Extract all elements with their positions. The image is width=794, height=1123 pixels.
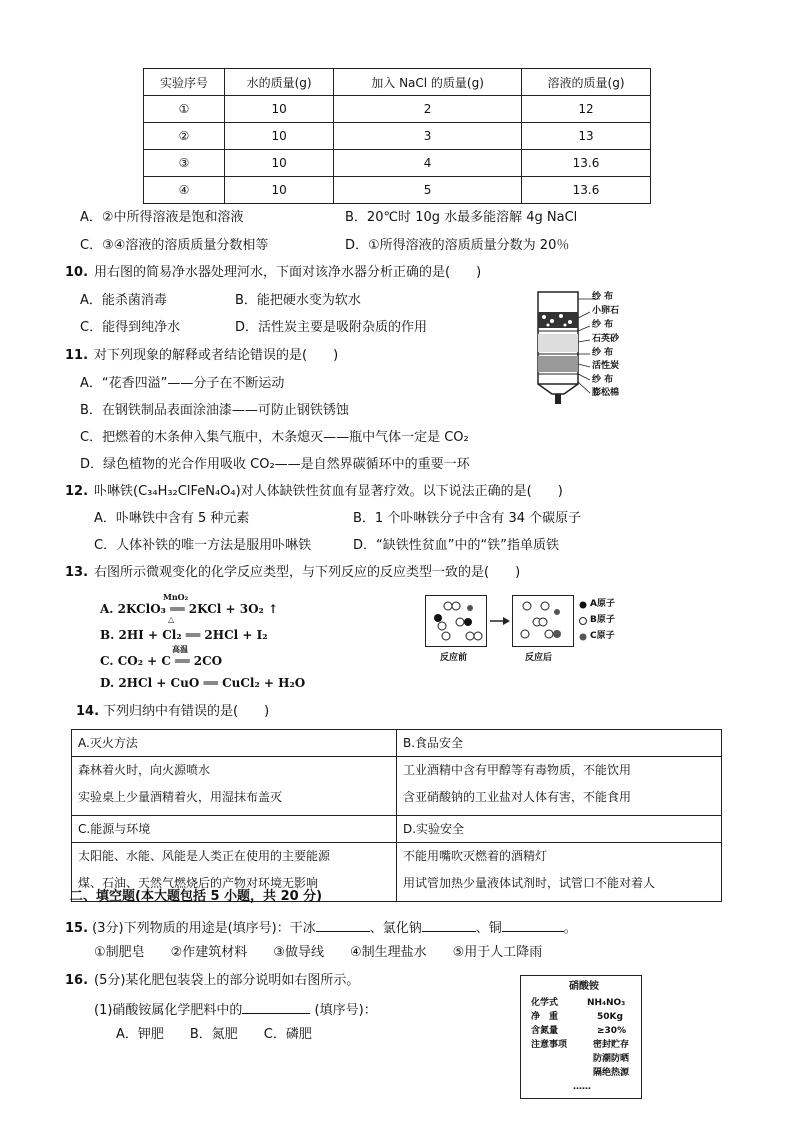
label-value: …… [573, 1082, 591, 1092]
label-value: ≥30% [597, 1026, 627, 1036]
q16-sub1-a: (1)硝酸铵属化学肥料中的 [94, 1003, 243, 1018]
q14-number: 14. [76, 704, 100, 719]
q11-option-d: D．绿色植物的光合作用吸收 CO₂——是自然界碳循环中的重要一环 [80, 457, 470, 472]
q15-number: 15. [65, 921, 89, 936]
q11-stem: 对下列现象的解释或者结论错误的是( ) [94, 348, 339, 363]
before-label: 反应前 [440, 653, 468, 663]
table-cell: D.实验安全 [397, 816, 722, 843]
q9-option-a: A．②中所得溶液是饱和溶液 [80, 210, 244, 225]
q16-sub1-b: (填序号)： [310, 1003, 377, 1018]
q12-option-a: A．卟啉铁中含有 5 种元素 [94, 511, 250, 526]
q13-stem: 右图所示微观变化的化学反应类型，与下列反应的反应类型一致的是( ) [94, 565, 521, 580]
q15-options: ①制肥皂 ②作建筑材料 ③做导线 ④制生理盐水 ⑤用于人工降雨 [94, 945, 543, 960]
q15-stem-c: 、铜 [475, 921, 502, 936]
q12-option-b: B．1 个卟啉铁分子中含有 34 个碳原子 [353, 511, 582, 526]
table-row [144, 123, 651, 150]
q10-number: 10. [65, 265, 89, 280]
label-key: 注意事项 [531, 1040, 568, 1050]
label-key: 净 重 [531, 1012, 559, 1022]
q15-stem-b: 、氯化钠 [369, 921, 422, 936]
q13-option-a: A. 2KClO₃ ══ 2KCl + 3O₂ ↑ [100, 602, 279, 616]
filter-label: 石英砂 [592, 334, 620, 344]
table-cell [397, 757, 722, 816]
table-cell: 2 [334, 96, 522, 123]
q12-option-c: C．人体补铁的唯一方法是服用卟啉铁 [94, 538, 312, 553]
q16-stem: (5分)某化肥包装袋上的部分说明如右图所示。 [94, 973, 360, 988]
q13-option-d: D. 2HCl + CuO ══ CuCl₂ + H₂O [100, 676, 306, 690]
table-cell: ④ [144, 177, 225, 204]
label-value: NH₄NO₃ [587, 998, 626, 1008]
table-row [72, 730, 722, 757]
legend-label: A原子 [590, 599, 615, 609]
table-cell: 5 [334, 177, 522, 204]
q13-option-c: C. CO₂ + C ══ 2CO [100, 654, 223, 668]
cell-line: 含亚硝酸钠的工业盐对人体有害，不能食用 [403, 790, 632, 804]
q11-option-a: A．“花香四溢”——分子在不断运动 [80, 376, 285, 391]
table-cell [397, 843, 722, 902]
table-cell: 12 [522, 96, 651, 123]
q16-sub1 [94, 1000, 377, 1019]
blank-fertilizer-type[interactable] [242, 1000, 310, 1014]
q10-option-a: A．能杀菌消毒 [80, 293, 167, 308]
label-value: 50Kg [597, 1012, 623, 1022]
q12-stem: 卟啉铁(C₃₄H₃₂ClFeN₄O₄)对人体缺铁性贫血有显著疗效。以下说法正确的是( ) [94, 484, 563, 499]
cell-line: 不能用嘴吹灭燃着的酒精灯 [403, 849, 548, 863]
table-cell: 13 [522, 123, 651, 150]
legend [578, 599, 638, 643]
before-box [425, 595, 487, 647]
table-cell: 10 [225, 96, 334, 123]
section-heading: 二、填空题(本大题包括 5 小题，共 20 分) [70, 889, 323, 904]
table-cell: 10 [225, 177, 334, 204]
filter-label: 纱 布 [592, 292, 614, 302]
q16-sub1-options: A．钾肥 B．氮肥 C．磷肥 [116, 1027, 312, 1042]
table-row [144, 150, 651, 177]
q15-line [65, 918, 577, 937]
after-box [512, 595, 574, 647]
label-title: 硝酸铵 [569, 981, 599, 992]
table-cell: ② [144, 123, 225, 150]
legend-label: B原子 [590, 615, 615, 625]
table-row [144, 177, 651, 204]
q13-a-condition-bottom: △ [168, 614, 175, 624]
summary-table [71, 729, 722, 902]
filter-label: 纱 布 [592, 320, 614, 330]
q10-option-b: B．能把硬水变为软水 [235, 293, 361, 308]
q13-number: 13. [65, 565, 89, 580]
q9-option-c: C．③④溶液的溶质质量分数相等 [80, 238, 269, 253]
label-value: 隔绝热源 [593, 1068, 630, 1078]
q9-option-b: B．20℃时 10g 水最多能溶解 4g NaCl [345, 210, 578, 225]
blank-sodium-chloride[interactable] [422, 918, 476, 932]
table-cell: 13.6 [522, 177, 651, 204]
q13-c-condition-top: 高温 [172, 644, 188, 654]
table-cell: 4 [334, 150, 522, 177]
label-key: 含氮量 [531, 1026, 559, 1036]
table-header: 溶液的质量(g) [522, 69, 651, 96]
legend-label: C原子 [590, 631, 615, 641]
experiment-table [143, 68, 651, 204]
filter-label: 纱 布 [592, 375, 614, 385]
cell-line: 实验桌上少量酒精着火，用湿抹布盖灭 [78, 790, 283, 804]
table-row [72, 757, 722, 816]
label-key: 化学式 [531, 998, 559, 1008]
table-cell: C.能源与环境 [72, 816, 397, 843]
filter-label: 活性炭 [592, 361, 620, 371]
cell-line: 用试管加热少量液体试剂时，试管口不能对着人 [403, 876, 656, 890]
q10-stem: 用右图的简易净水器处理河水，下面对该净水器分析正确的是( ) [94, 265, 482, 280]
arrow-icon [490, 615, 510, 625]
table-cell: A.灭火方法 [72, 730, 397, 757]
q11-option-b: B．在钢铁制品表面涂油漆——可防止钢铁锈蚀 [80, 403, 349, 418]
table-cell: 13.6 [522, 150, 651, 177]
table-cell [72, 757, 397, 816]
before-molecules [426, 596, 486, 646]
table-cell: 3 [334, 123, 522, 150]
cell-line: 森林着火时，向火源喷水 [78, 763, 211, 777]
blank-dry-ice[interactable] [316, 918, 370, 932]
legend-markers [578, 599, 588, 643]
q12-number: 12. [65, 484, 89, 499]
water-filter-diagram [530, 290, 660, 412]
table-header: 实验序号 [144, 69, 225, 96]
after-label: 反应后 [525, 653, 553, 663]
q14-stem: 下列归纳中有错误的是( ) [103, 704, 270, 719]
table-cell: 10 [225, 123, 334, 150]
cell-line: 工业酒精中含有甲醇等有毒物质，不能饮用 [403, 763, 632, 777]
q10-option-d: D．活性炭主要是吸附杂质的作用 [235, 320, 428, 335]
filter-label: 膨松棉 [592, 388, 620, 398]
filter-label: 纱 布 [592, 348, 614, 358]
table-row [144, 96, 651, 123]
q11-option-c: C．把燃着的木条伸入集气瓶中，木条熄灭——瓶中气体一定是 CO₂ [80, 430, 469, 445]
q10-option-c: C．能得到纯净水 [80, 320, 181, 335]
q13-option-b: B. 2HI + Cl₂ ══ 2HCl + I₂ [100, 628, 268, 642]
q16-number: 16. [65, 973, 89, 988]
label-value: 防潮防晒 [593, 1054, 630, 1064]
table-cell: B.食品安全 [397, 730, 722, 757]
label-value: 密封贮存 [593, 1040, 630, 1050]
table-cell: 10 [225, 150, 334, 177]
cell-line: 煤、石油、天然气燃烧后的产物对环境无影响 [78, 876, 319, 890]
reaction-diagram [420, 595, 640, 667]
table-header: 加入 NaCl 的质量(g) [334, 69, 522, 96]
filter-label: 小卵石 [592, 306, 620, 316]
table-row [72, 816, 722, 843]
table-cell: ① [144, 96, 225, 123]
q15-stem-d: 。 [563, 921, 577, 936]
cell-line: 太阳能、水能、风能是人类正在使用的主要能源 [78, 849, 331, 863]
q9-option-d: D．①所得溶液的溶质质量分数为 20％ [345, 238, 570, 253]
q13-a-condition-top: MnO₂ [163, 592, 189, 602]
table-cell: ③ [144, 150, 225, 177]
fertilizer-label [520, 975, 642, 1099]
table-header: 水的质量(g) [225, 69, 334, 96]
blank-copper[interactable] [502, 918, 564, 932]
after-molecules [513, 596, 573, 646]
table-header-row [144, 69, 651, 96]
q15-stem-a: (3分)下列物质的用途是(填序号)：干冰 [92, 921, 316, 936]
q11-number: 11. [65, 348, 89, 363]
q12-option-d: D．“缺铁性贫血”中的“铁”指单质铁 [353, 538, 559, 553]
